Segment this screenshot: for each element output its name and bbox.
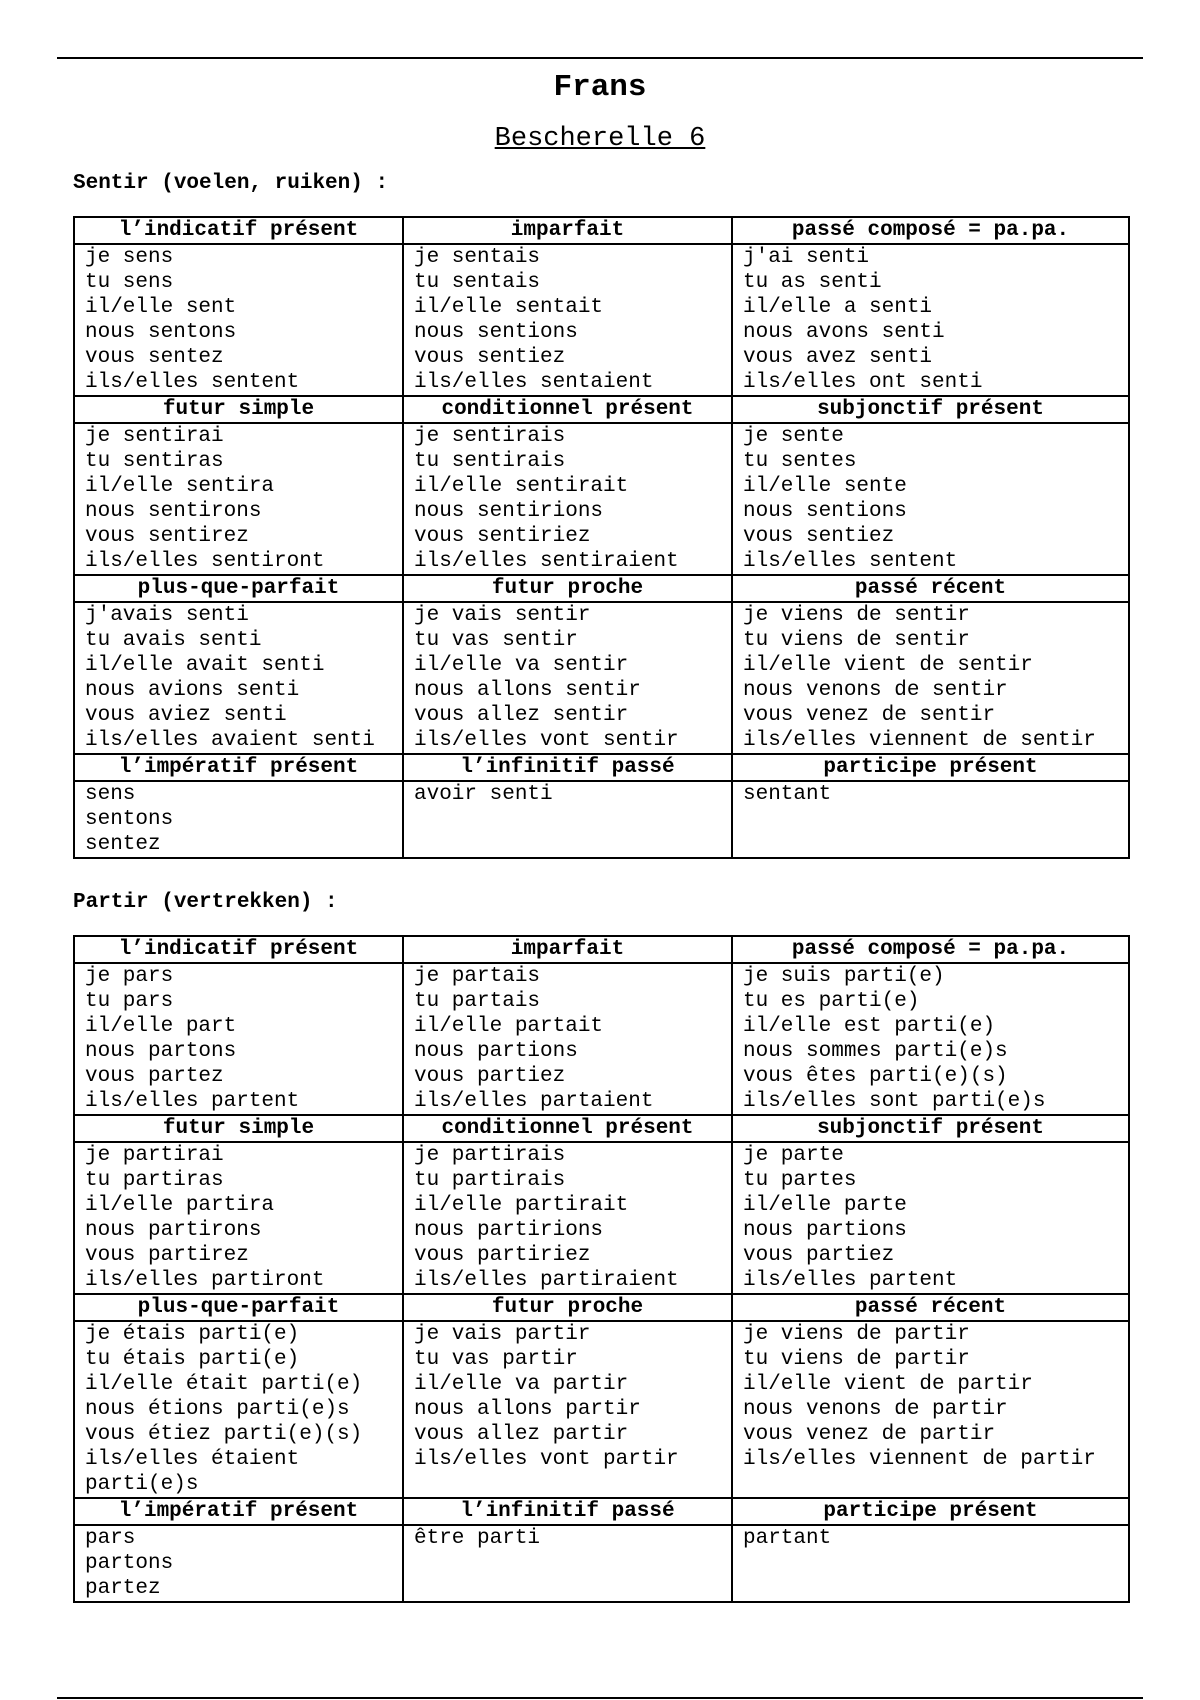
conjugated-form: ils/elles vont sentir: [414, 729, 679, 752]
conjugated-form: tu viens de sentir: [743, 629, 970, 652]
conjugated-form: tu partirais: [414, 1169, 566, 1192]
conjugated-form: tu partes: [743, 1169, 857, 1192]
conjugated-form: vous sentez: [85, 346, 224, 369]
conjugated-form: nous sentirions: [414, 500, 604, 523]
conjugated-form: il/elle sentira: [85, 475, 275, 498]
conjugation-cell: [74, 423, 403, 575]
conjugated-form: j'ai senti: [743, 246, 870, 269]
conjugated-form: vous êtes parti(e)(s): [743, 1065, 1008, 1088]
conjugation-cell: [74, 1321, 403, 1498]
conjugated-form: nous allons sentir: [414, 679, 641, 702]
conjugated-form: nous étions parti(e)s: [85, 1398, 350, 1421]
conjugated-form: vous allez sentir: [414, 704, 629, 727]
conjugated-form: tu partais: [414, 990, 541, 1013]
conjugation-row: [74, 963, 1129, 1115]
conjugation-cell: [403, 1321, 732, 1498]
conjugation-row: [74, 423, 1129, 575]
conjugated-form: vous partez: [85, 1065, 224, 1088]
conjugated-form: je vais partir: [414, 1323, 591, 1346]
conjugated-form: ils/elles partaient: [414, 1090, 654, 1113]
tense-header-row: [74, 1498, 1129, 1525]
conjugated-form: ils/elles sont parti(e)s: [743, 1090, 1046, 1113]
conjugation-cell: [74, 963, 403, 1115]
tense-header: subjonctif présent: [732, 396, 1129, 423]
tense-header: subjonctif présent: [732, 1115, 1129, 1142]
conjugated-form: tu sentirais: [414, 450, 566, 473]
tense-header: futur simple: [74, 396, 403, 423]
tense-header: l’infinitif passé: [403, 1498, 732, 1525]
tense-header: passé récent: [732, 575, 1129, 602]
document-subtitle: Bescherelle 6: [494, 124, 706, 154]
tense-header: l’impératif présent: [74, 754, 403, 781]
conjugated-form: tu pars: [85, 990, 174, 1013]
conjugated-form: vous venez de sentir: [743, 704, 996, 727]
verb-heading-sentir: Sentir (voelen, ruiken) :: [73, 172, 389, 195]
conjugation-cell: [403, 781, 732, 858]
conjugated-form: vous venez de partir: [743, 1423, 996, 1446]
conjugated-form: sentant: [743, 783, 832, 806]
conjugated-form: il/elle parte: [743, 1194, 907, 1217]
conjugated-form: ils/elles partent: [85, 1090, 300, 1113]
tense-header: l’indicatif présent: [74, 936, 403, 963]
conjugated-form: être parti: [414, 1527, 541, 1550]
conjugated-form: ils/elles étaient parti(e)s: [85, 1448, 312, 1496]
conjugated-form: je parte: [743, 1144, 844, 1167]
conjugated-form: ils/elles sentaient: [414, 371, 654, 394]
conjugated-form: vous aviez senti: [85, 704, 287, 727]
tense-header-row: [74, 1294, 1129, 1321]
tense-header: plus-que-parfait: [74, 575, 403, 602]
conjugated-form: je sente: [743, 425, 844, 448]
conjugation-row: [74, 1321, 1129, 1498]
conjugated-form: nous partirions: [414, 1219, 604, 1242]
conjugated-form: je viens de sentir: [743, 604, 970, 627]
conjugated-form: je sentais: [414, 246, 541, 269]
conjugated-form: nous sommes parti(e)s: [743, 1040, 1008, 1063]
conjugated-form: je sentirais: [414, 425, 566, 448]
conjugated-form: ils/elles sentiraient: [414, 550, 679, 573]
tense-header: conditionnel présent: [403, 396, 732, 423]
tense-header: l’infinitif passé: [403, 754, 732, 781]
conjugated-form: partons: [85, 1552, 174, 1575]
conjugated-form: tu vas sentir: [414, 629, 578, 652]
conjugation-cell: [403, 423, 732, 575]
tense-header-row: [74, 217, 1129, 244]
conjugated-form: nous avons senti: [743, 321, 945, 344]
conjugated-form: tu as senti: [743, 271, 882, 294]
conjugated-form: ils/elles avaient senti: [85, 729, 375, 752]
conjugation-cell: [732, 1142, 1129, 1294]
conjugation-cell: [732, 963, 1129, 1115]
conjugated-form: il/elle partait: [414, 1015, 604, 1038]
conjugation-row: [74, 602, 1129, 754]
conjugated-form: je partirais: [414, 1144, 566, 1167]
tense-header-row: [74, 1115, 1129, 1142]
conjugated-form: ils/elles partiraient: [414, 1269, 679, 1292]
conjugated-form: je pars: [85, 965, 174, 988]
tense-header: conditionnel présent: [403, 1115, 732, 1142]
conjugation-cell: [732, 781, 1129, 858]
conjugation-cell: [74, 1525, 403, 1602]
conjugated-form: tu sens: [85, 271, 174, 294]
conjugated-form: vous sentiez: [414, 346, 566, 369]
tense-header-row: [74, 575, 1129, 602]
conjugated-form: nous allons partir: [414, 1398, 641, 1421]
conjugated-form: ils/elles sentiront: [85, 550, 325, 573]
conjugated-form: tu partiras: [85, 1169, 224, 1192]
conjugation-cell: [403, 963, 732, 1115]
conjugated-form: pars: [85, 1527, 136, 1550]
conjugation-cell: [732, 1321, 1129, 1498]
tense-header-row: [74, 396, 1129, 423]
conjugated-form: je étais parti(e): [85, 1323, 300, 1346]
conjugation-cell: [403, 1525, 732, 1602]
conjugated-form: nous avions senti: [85, 679, 300, 702]
conjugation-cell: [732, 423, 1129, 575]
conjugated-form: avoir senti: [414, 783, 553, 806]
conjugated-form: vous étiez parti(e)(s): [85, 1423, 363, 1446]
conjugated-form: ils/elles sentent: [743, 550, 958, 573]
conjugated-form: nous sentirons: [85, 500, 262, 523]
tense-header: l’indicatif présent: [74, 217, 403, 244]
tense-header: imparfait: [403, 217, 732, 244]
conjugated-form: tu avais senti: [85, 629, 262, 652]
conjugated-form: il/elle va partir: [414, 1373, 629, 1396]
tense-header: l’impératif présent: [74, 1498, 403, 1525]
conjugation-row: [74, 1142, 1129, 1294]
conjugation-cell: [74, 602, 403, 754]
conjugated-form: sens: [85, 783, 136, 806]
tense-header: plus-que-parfait: [74, 1294, 403, 1321]
conjugated-form: vous partiez: [414, 1065, 566, 1088]
conjugated-form: partant: [743, 1527, 832, 1550]
document-title: Frans: [553, 70, 647, 105]
conjugated-form: ils/elles partiront: [85, 1269, 325, 1292]
conjugation-cell: [403, 602, 732, 754]
conjugated-form: nous sentions: [743, 500, 907, 523]
conjugated-form: j'avais senti: [85, 604, 249, 627]
conjugated-form: tu sentes: [743, 450, 857, 473]
top-rule: [57, 57, 1143, 59]
verb-heading-partir: Partir (vertrekken) :: [73, 891, 338, 914]
conjugated-form: nous partions: [414, 1040, 578, 1063]
conjugated-form: nous venons de sentir: [743, 679, 1008, 702]
conjugated-form: ils/elles sentent: [85, 371, 300, 394]
conjugated-form: je partais: [414, 965, 541, 988]
tense-header: passé récent: [732, 1294, 1129, 1321]
conjugation-cell: [74, 781, 403, 858]
conjugated-form: tu vas partir: [414, 1348, 578, 1371]
conjugation-cell: [732, 602, 1129, 754]
conjugated-form: sentons: [85, 808, 174, 831]
conjugation-cell: [403, 1142, 732, 1294]
conjugated-form: ils/elles vont partir: [414, 1448, 679, 1471]
conjugation-row: [74, 781, 1129, 858]
conjugated-form: sentez: [85, 833, 161, 856]
tense-header: imparfait: [403, 936, 732, 963]
conjugated-form: il/elle sentait: [414, 296, 604, 319]
bottom-rule: [57, 1697, 1143, 1699]
conjugated-form: tu sentais: [414, 271, 541, 294]
conjugated-form: vous partiriez: [414, 1244, 591, 1267]
conjugated-form: partez: [85, 1577, 161, 1600]
conjugated-form: il/elle partira: [85, 1194, 275, 1217]
conjugated-form: tu sentiras: [85, 450, 224, 473]
conjugated-form: nous sentons: [85, 321, 237, 344]
conjugated-form: ils/elles partent: [743, 1269, 958, 1292]
tense-header: futur simple: [74, 1115, 403, 1142]
conjugated-form: il/elle vient de partir: [743, 1373, 1033, 1396]
conjugated-form: nous partions: [743, 1219, 907, 1242]
conjugation-cell: [74, 1142, 403, 1294]
conjugated-form: tu étais parti(e): [85, 1348, 300, 1371]
conjugated-form: vous sentiez: [743, 525, 895, 548]
tense-header: passé composé = pa.pa.: [732, 936, 1129, 963]
conjugated-form: tu viens de partir: [743, 1348, 970, 1371]
tense-header: participe présent: [732, 1498, 1129, 1525]
conjugated-form: il/elle vient de sentir: [743, 654, 1033, 677]
conjugation-row: [74, 1525, 1129, 1602]
tense-header-row: [74, 754, 1129, 781]
tense-header: passé composé = pa.pa.: [732, 217, 1129, 244]
conjugated-form: je suis parti(e): [743, 965, 945, 988]
conjugated-form: il/elle sent: [85, 296, 237, 319]
conjugated-form: vous avez senti: [743, 346, 933, 369]
conjugated-form: il/elle part: [85, 1015, 237, 1038]
conjugated-form: tu es parti(e): [743, 990, 920, 1013]
conjugated-form: vous partiez: [743, 1244, 895, 1267]
conjugated-form: je sentirai: [85, 425, 224, 448]
conjugated-form: ils/elles viennent de sentir: [743, 729, 1096, 752]
conjugated-form: nous partons: [85, 1040, 237, 1063]
conjugation-cell: [732, 244, 1129, 396]
conjugated-form: nous venons de partir: [743, 1398, 1008, 1421]
tense-header-row: [74, 936, 1129, 963]
conjugated-form: il/elle est parti(e): [743, 1015, 996, 1038]
conjugated-form: ils/elles ont senti: [743, 371, 983, 394]
tense-header: participe présent: [732, 754, 1129, 781]
conjugation-cell: [403, 244, 732, 396]
tense-header: futur proche: [403, 1294, 732, 1321]
conjugation-cell: [74, 244, 403, 396]
conjugation-row: [74, 244, 1129, 396]
conjugated-form: il/elle avait senti: [85, 654, 325, 677]
conjugated-form: ils/elles viennent de partir: [743, 1448, 1096, 1471]
conjugated-form: vous sentiriez: [414, 525, 591, 548]
conjugated-form: nous partirons: [85, 1219, 262, 1242]
conjugated-form: je sens: [85, 246, 174, 269]
conjugated-form: il/elle sentirait: [414, 475, 629, 498]
conjugated-form: vous partirez: [85, 1244, 249, 1267]
conjugation-table-partir: [73, 935, 1130, 1603]
conjugation-cell: [732, 1525, 1129, 1602]
conjugated-form: nous sentions: [414, 321, 578, 344]
conjugated-form: il/elle va sentir: [414, 654, 629, 677]
conjugated-form: vous sentirez: [85, 525, 249, 548]
conjugated-form: je vais sentir: [414, 604, 591, 627]
conjugated-form: il/elle partirait: [414, 1194, 629, 1217]
conjugated-form: il/elle était parti(e): [85, 1373, 363, 1396]
conjugated-form: vous allez partir: [414, 1423, 629, 1446]
conjugated-form: il/elle sente: [743, 475, 907, 498]
conjugated-form: je viens de partir: [743, 1323, 970, 1346]
conjugation-table-sentir: [73, 216, 1130, 859]
conjugated-form: je partirai: [85, 1144, 224, 1167]
tense-header: futur proche: [403, 575, 732, 602]
conjugated-form: il/elle a senti: [743, 296, 933, 319]
